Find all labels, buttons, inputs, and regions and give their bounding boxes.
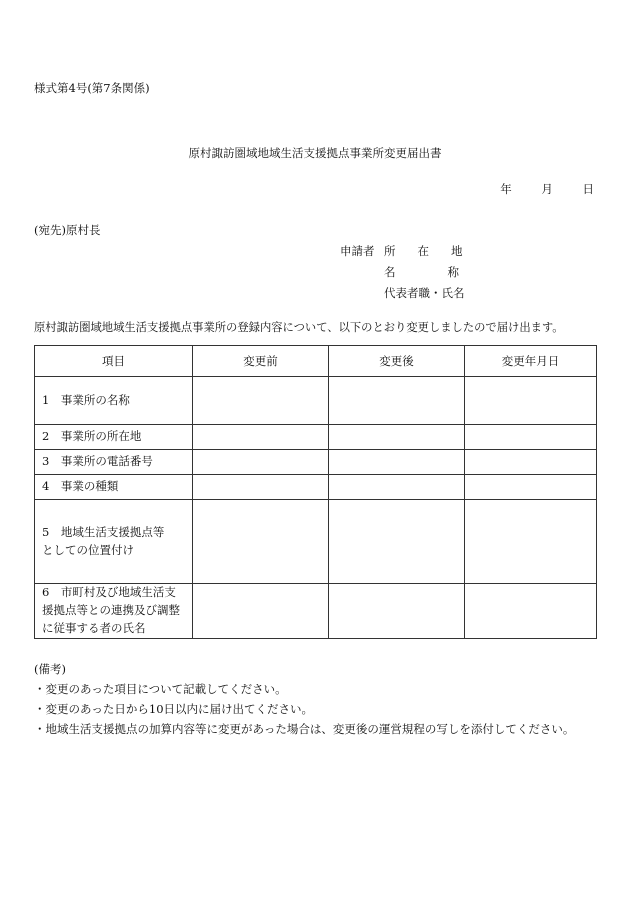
before-cell[interactable] <box>193 425 329 450</box>
table-row <box>35 475 597 500</box>
header-change-date: 変更年月日 <box>465 346 597 377</box>
after-cell[interactable] <box>329 584 465 639</box>
header-before: 変更前 <box>193 346 329 377</box>
notes-heading: (備考) <box>34 662 66 676</box>
note-item: ・地域生活支援拠点の加算内容等に変更があった場合は、変更後の運営規程の写しを添付してください。 <box>34 722 575 736</box>
after-cell[interactable] <box>329 500 465 584</box>
notes-section <box>34 661 574 741</box>
before-cell[interactable] <box>193 475 329 500</box>
form-number: 様式第4号(第7条関係) <box>34 81 150 95</box>
applicant-name-label: 名称 <box>384 265 511 280</box>
change-date-cell[interactable] <box>465 425 597 450</box>
table-row <box>35 377 597 425</box>
change-date-cell[interactable] <box>465 584 597 639</box>
before-cell[interactable] <box>193 377 329 425</box>
addressee: (宛先)原村長 <box>34 223 101 237</box>
note-item: ・変更のあった日から10日以内に届け出てください。 <box>34 702 314 716</box>
change-date-cell[interactable] <box>465 500 597 584</box>
row-item-cell: 6 市町村及び地域生活支 援拠点等との連携及び調整 に従事する者の氏名 <box>35 584 193 639</box>
before-cell[interactable] <box>193 450 329 475</box>
table-row <box>35 425 597 450</box>
note-item: ・変更のあった項目について記載してください。 <box>34 682 287 696</box>
row-item-cell: 2 事業所の所在地 <box>35 425 193 450</box>
change-table <box>34 345 597 639</box>
row-item-cell: 4 事業の種類 <box>35 475 193 500</box>
intro-text: 原村諏訪圏域地域生活支援拠点事業所の登録内容について、以下のとおり変更しましたので届け出ます。 <box>34 321 564 334</box>
date-day-label: 日 <box>582 182 594 196</box>
after-cell[interactable] <box>329 377 465 425</box>
before-cell[interactable] <box>193 584 329 639</box>
after-cell[interactable] <box>329 450 465 475</box>
applicant-block <box>340 241 511 304</box>
table-row <box>35 450 597 475</box>
change-date-cell[interactable] <box>465 475 597 500</box>
table-row <box>35 584 597 639</box>
header-after: 変更後 <box>329 346 465 377</box>
date-month-label: 月 <box>541 182 553 196</box>
applicant-representative-label: 代表者職・氏名 <box>384 286 465 301</box>
document-title: 原村諏訪圏域地域生活支援拠点事業所変更届出書 <box>188 146 442 160</box>
row-item-cell: 5 地域生活支援拠点等 としての位置付け <box>35 500 193 584</box>
table-header-row <box>35 346 597 377</box>
row-item-cell: 3 事業所の電話番号 <box>35 450 193 475</box>
table-row <box>35 500 597 584</box>
header-item: 項目 <box>35 346 193 377</box>
before-cell[interactable] <box>193 500 329 584</box>
row-item-cell: 1 事業所の名称 <box>35 377 193 425</box>
after-cell[interactable] <box>329 425 465 450</box>
date-line <box>474 181 594 197</box>
applicant-role-label: 申請者 <box>340 244 375 259</box>
after-cell[interactable] <box>329 475 465 500</box>
date-year-label: 年 <box>500 182 512 196</box>
change-date-cell[interactable] <box>465 450 597 475</box>
change-date-cell[interactable] <box>465 377 597 425</box>
applicant-location-label: 所在地 <box>384 244 485 259</box>
